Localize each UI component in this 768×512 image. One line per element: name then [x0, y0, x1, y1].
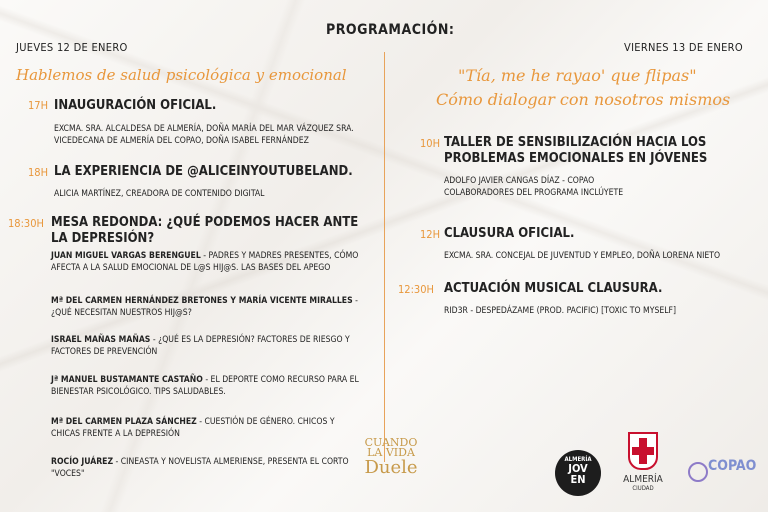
event-time: 12:30H: [398, 283, 434, 296]
event-title: CLAUSURA OFICIAL.: [444, 226, 575, 241]
logo-line: COPAO: [708, 458, 757, 474]
event-time: 18H: [28, 166, 49, 179]
event-time: 18:30H: [8, 217, 44, 230]
speaker-name: Jª MANUEL BUSTAMANTE CASTAÑO: [51, 375, 203, 385]
almeria-city-logo: [618, 432, 668, 492]
logo-line: Duele: [364, 457, 418, 478]
right-theme-2: Cómo dialogar con nosotros mismos: [436, 90, 731, 109]
logo-line: CUANDO: [364, 436, 418, 449]
page-title: PROGRAMACIÓN:: [326, 22, 455, 38]
speaker-talk: - PADRES Y MADRES PRESENTES, CÓMO AFECTA A LA SALUD EMOCIONAL DE L@S HIJ@S. LAS BASES DEL APEGO: [51, 251, 359, 273]
right-day: VIERNES 13 DE ENERO: [624, 41, 743, 54]
logo-line: ALMERÍA: [564, 456, 592, 463]
cuando-la-vida-duele-logo: [356, 438, 426, 478]
speaker-talk: - CINEASTA Y NOVELISTA ALMERIENSE, PRESENTA EL CORTO "VOCES": [51, 457, 349, 479]
logo-line: LA VIDA: [367, 446, 415, 459]
event-time: 17H: [28, 99, 49, 112]
event-time: 10H: [420, 137, 441, 150]
event-time: 12H: [420, 228, 441, 241]
speaker-item: [51, 374, 369, 398]
speaker-item: [51, 456, 351, 480]
logo-line: EN: [570, 473, 586, 486]
copao-icon: [688, 462, 708, 482]
event-title: ACTUACIÓN MUSICAL CLAUSURA.: [444, 281, 663, 296]
event-desc: ADOLFO JAVIER CANGAS DÍAZ - COPAO: [444, 176, 595, 186]
speaker-talk: - CUESTIÓN DE GÉNERO. CHICOS Y CHICAS FRENTE A LA DEPRESIÓN: [51, 417, 335, 439]
left-day: JUEVES 12 DE ENERO: [16, 41, 128, 54]
speaker-item: [51, 334, 369, 358]
speaker-name: Mª DEL CARMEN PLAZA SÁNCHEZ: [51, 417, 197, 427]
speaker-talk: - ¿QUÉ ES LA DEPRESIÓN? FACTORES DE RIESGO Y FACTORES DE PREVENCIÓN: [51, 335, 350, 357]
column-divider: [384, 52, 385, 462]
logo-line: ALMERÍA: [623, 474, 663, 485]
logo-line: CIUDAD: [632, 485, 654, 492]
speaker-talk: - ¿QUÉ NECESITAN NUESTROS HIJ@S?: [51, 296, 358, 318]
left-theme: Hablemos de salud psicológica y emocional: [16, 66, 347, 84]
event-desc: COLABORADORES DEL PROGRAMA INCLÚYETE: [444, 188, 624, 198]
speaker-name: Mª DEL CARMEN HERNÁNDEZ BRETONES Y MARÍA VICENTE MIRALLES: [51, 296, 353, 306]
event-title: MESA REDONDA: ¿QUÉ PODEMOS HACER ANTE LA DEPRESIÓN?: [51, 215, 359, 246]
speaker-talk: - EL DEPORTE COMO RECURSO PARA EL BIENESTAR PSICOLÓGICO. TIPS SALUDABLES.: [51, 375, 359, 397]
almeria-joven-logo: [555, 450, 601, 496]
speaker-name: JUAN MIGUEL VARGAS BERENGUEL: [51, 251, 201, 261]
speaker-name: ISRAEL MAÑAS MAÑAS: [51, 335, 151, 345]
event-desc: RID3R - DESPEDÁZAME (PROD. PACIFIC) [TOXIC TO MYSELF]: [444, 306, 677, 316]
speaker-item: [51, 250, 369, 274]
speaker-name: ROCÍO JUÁREZ: [51, 457, 114, 467]
event-desc: ALICIA MARTÍNEZ, CREADORA DE CONTENIDO DIGITAL: [54, 189, 265, 199]
event-title: LA EXPERIENCIA DE @ALICEINYOUTUBELAND.: [54, 164, 353, 179]
speaker-item: [51, 295, 369, 319]
shield-icon: [628, 432, 658, 470]
speaker-item: [51, 416, 351, 440]
event-desc: EXCMA. SRA. CONCEJAL DE JUVENTUD Y EMPLEO, DOÑA LORENA NIETO: [444, 251, 721, 261]
event-title: TALLER DE SENSIBILIZACIÓN HACIA LOS PROBLEMAS EMOCIONALES EN JÓVENES: [444, 135, 708, 166]
right-theme-1: "Tía, me he rayao' que flipas": [458, 66, 697, 85]
event-title: INAUGURACIÓN OFICIAL.: [54, 98, 217, 113]
event-desc: EXCMA. SRA. ALCALDESA DE ALMERÍA, DOÑA MARÍA DEL MAR VÁZQUEZ SRA. VICEDECANA DE ALMERÍA DEL COPAO, DOÑA ISABEL FERNÁNDEZ: [54, 124, 354, 146]
logo-line: JOV: [568, 462, 588, 475]
